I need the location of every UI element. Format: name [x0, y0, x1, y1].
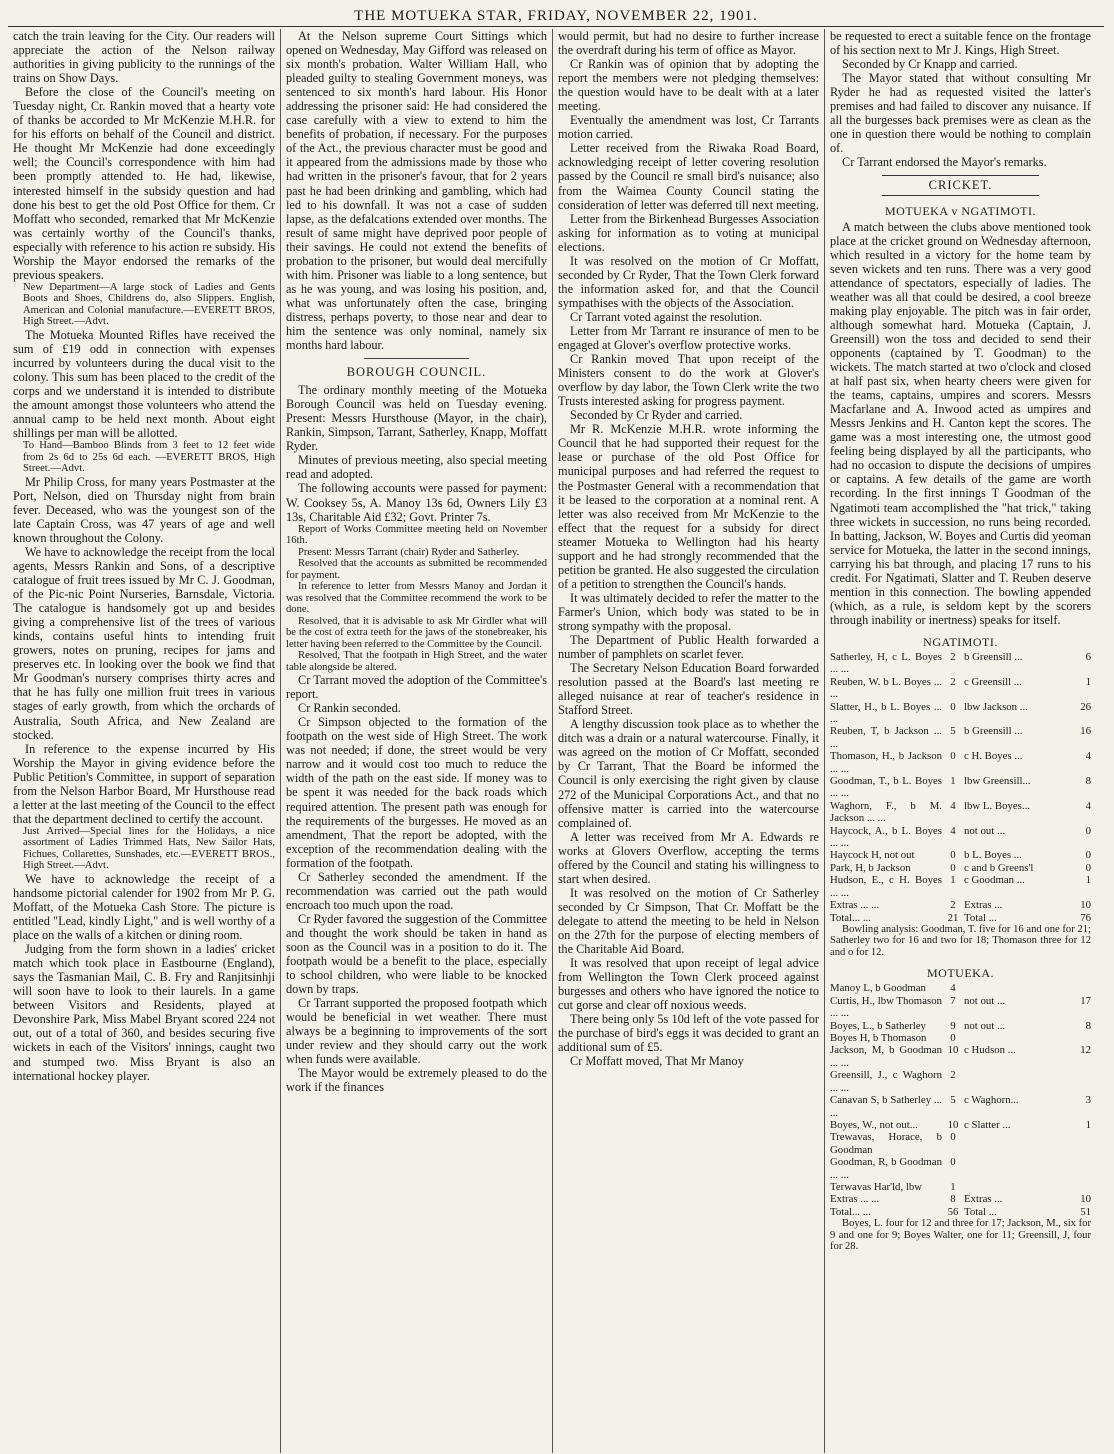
- score-cell: Total ...: [964, 911, 997, 924]
- paragraph: The Mayor would be extremely pleased to do the work if the finances: [286, 1066, 547, 1095]
- paragraph: Cr Ryder favored the suggestion of the Committee and thought the work should be taken in hand as soon as the Council was in a position to do it. The footpath would be a benefit to the place, especially to school children, who were liable to be knocked down by traps.: [286, 911, 547, 997]
- score-cell: 1: [1085, 874, 1091, 887]
- score-cell: Total ...: [964, 1205, 997, 1218]
- paragraph: catch the train leaving for the City. Our readers will appreciate the action of the Nelson railway authorities in giving publicity to the runnings of the trains on Show Days.: [13, 29, 275, 86]
- paragraph: A lengthy discussion took place as to whether the ditch was a drain or a natural watercourse. Finally, it was agreed on the motion of Cr Moffatt, seconded by Cr Tarrant, That the Board be informed the Council is only exercising the right given by clause 272 of the Municipal Corporations Act., and that no offensive matter is carried into the watercourse complained of.: [558, 717, 819, 830]
- score-row: [830, 1044, 1091, 1069]
- column-3-body: [558, 29, 819, 1068]
- ngatimoti-scorecard: [830, 651, 1091, 924]
- column-3: [552, 29, 824, 1453]
- score-cell: [964, 1032, 1073, 1044]
- score-cell: 0: [950, 861, 956, 874]
- score-cell: 4: [950, 799, 956, 812]
- score-cell: Terwavas Har'ld, lbw: [830, 1180, 923, 1193]
- section-divider: [364, 358, 468, 359]
- score-cell: 0: [950, 750, 956, 763]
- score-cell: 2: [950, 675, 956, 688]
- paragraph: The Secretary Nelson Education Board forwarded resolution passed at the Board's last meeting re alleged nuisance at rear of teacher's residence in Stafford Street.: [558, 661, 819, 718]
- score-cell: not out ...: [964, 1019, 1006, 1032]
- score-row: [830, 912, 1091, 924]
- score-cell: 3: [1085, 1094, 1091, 1107]
- score-cell: Extras ... ...: [830, 899, 880, 912]
- score-cell: 0: [950, 1156, 956, 1169]
- score-row: [830, 849, 1091, 861]
- paragraph: Letter received from the Riwaka Road Board, acknowledging receipt of letter covering resolution passed by the Council re small bird's nuisance; also from the Waimea County Council stating the consideration of letter was deferred till next meeting.: [558, 141, 819, 212]
- columns: [8, 29, 1104, 1453]
- score-cell: 0: [950, 700, 956, 713]
- paragraph: A letter was received from Mr A. Edwards re works at Glovers Overflow, accepting the terms offered by the Council and stating his willingness to start when desired.: [558, 829, 819, 886]
- score-row: [830, 982, 1091, 994]
- paragraph: New Department—A large stock of Ladies and Gents Boots and Shoes, Childrens do, also Slippers. English, American and Colonial manufacture.—EVERETT BROS, High Street.—Advt.: [23, 281, 275, 328]
- score-row: [830, 1094, 1091, 1119]
- paragraph: Resolved, that it is advisable to ask Mr Girdler what will be the cost of extra teeth for the jaws of the stonebreaker, his letter having been referred to the Committee by the Council.: [286, 615, 547, 650]
- score-row: [830, 775, 1091, 800]
- score-cell: 0: [1085, 861, 1091, 874]
- score-cell: 2: [950, 650, 956, 663]
- score-cell: Greensill, J., c Waghorn ... ...: [830, 1069, 942, 1094]
- score-cell: 10: [947, 1044, 959, 1057]
- score-cell: Thomason, H., b Jackson ... ...: [830, 750, 942, 775]
- score-row: [830, 1131, 1091, 1156]
- score-cell: [964, 1156, 1073, 1181]
- score-cell: Satherley, H, c L. Boyes ... ...: [830, 650, 942, 676]
- score-row: [830, 862, 1091, 874]
- score-cell: b Greensill ...: [964, 725, 1023, 738]
- score-row: [830, 1119, 1091, 1131]
- paragraph: Minutes of previous meeting, also special meeting read and adopted.: [286, 453, 547, 482]
- paragraph: The following accounts were passed for payment: W. Cooksey 5s, A. Manoy 13s 6d, Owners Lily £3 13s, Charitable Aid £32; Govt. Printer 7s.: [286, 481, 547, 524]
- score-cell: Total... ...: [830, 1205, 871, 1218]
- score-cell: [964, 1131, 1073, 1156]
- score-cell: 1: [950, 874, 956, 887]
- score-cell: c H. Boyes ...: [964, 750, 1023, 763]
- paragraph: The Department of Public Health forwarded a number of pamphlets on scarlet fever.: [558, 633, 819, 662]
- score-cell: 5: [950, 1094, 956, 1107]
- motueka-title: MOTUEKA.: [927, 966, 994, 981]
- paragraph: Resolved that the accounts as submitted be recommended for payment.: [286, 558, 547, 581]
- motueka-scorecard: [830, 982, 1091, 1218]
- score-cell: c and b Greens'l: [964, 861, 1034, 874]
- paragraph: The ordinary monthly meeting of the Motueka Borough Council was held on Tuesday evening. Present: Messrs Hursthouse (Mayor, in the chair), Rankin, Simpson, Tarrant, Satherley, Knapp, Moffatt Ryder.: [286, 383, 547, 454]
- score-cell: [1073, 1181, 1091, 1193]
- paragraph: Judging from the form shown in a ladies' cricket match which took place in Eastbourne (England), says the Tasmanian Mail, C. B. Fry and Ranjitsinhji will soon have to look to their laurels. In a game between Visitors and Residents, played at Devonshire Park, Miss Mabel Bryant scored 224 not out, out of a total of 360, and besides securing five wickets in each of the Visitors' innings, caught two and stumped two. Miss Bryant is also an international hockey player.: [13, 942, 275, 1083]
- paragraph: In reference to letter from Messrs Manoy and Jordan it was resolved that the Committee recommend the work to be done.: [286, 581, 547, 616]
- ngatimoti-title: NGATIMOTI.: [923, 634, 998, 649]
- paragraph: It was resolved on the motion of Cr Satherley seconded by Cr Simpson, That Cr. Moffatt be the delegate to attend the meeting to be held in Nelson on the 27th for the purpose of electing members of the Charitable Aid Board.: [558, 885, 819, 957]
- score-cell: c Waghorn...: [964, 1094, 1019, 1107]
- column-1: [8, 29, 280, 1453]
- score-cell: 16: [1080, 725, 1091, 738]
- heading-borough-council: BOROUGH COUNCIL.: [346, 365, 487, 380]
- score-cell: Waghorn, F., b M. Jackson ... ...: [830, 799, 942, 825]
- score-cell: [1073, 1156, 1091, 1181]
- score-cell: c Goodman ...: [964, 874, 1025, 887]
- score-cell: lbw L. Boyes...: [964, 799, 1030, 812]
- score-row: [830, 1193, 1091, 1205]
- column-2: [280, 29, 552, 1453]
- masthead: THE MOTUEKA STAR, FRIDAY, NOVEMBER 22, 1901.: [354, 8, 758, 24]
- score-cell: Extras ... ...: [830, 1193, 880, 1206]
- column-1-body: [13, 29, 275, 1083]
- score-cell: 6: [1085, 650, 1091, 663]
- score-cell: [1073, 1131, 1091, 1156]
- paragraph: Cr Rankin seconded.: [298, 701, 401, 716]
- column-4-top: [830, 29, 1091, 169]
- score-cell: Boyes, W., not out...: [830, 1118, 918, 1131]
- paragraph: A match between the clubs above mentioned took place at the cricket ground on Wednesday afternoon, which resulted in a victory for the home team by seven wickets and ten runs. There was a very good attendance of spectators, especially of ladies. The weather was all that could be desired, a cool breeze making play enjoyable. The pitch was in fair order, although somewhat hard. Motueka (Captain, J. Greensill) won the toss and decided to send their opponents (captained by T. Goodman) to the wickets. The match started at two o'clock and closed at half past six, when hearty cheers were given for the teams, captains, umpires and scorers. Messrs Macfarlane and A. Inwood acted as umpires and Messrs Jenkins and H. Canton kept the scores. The game was a most interesting one, the utmost good feeling being displayed by all the participants, who had no occasion to dispute the decisions of umpires or captains. A few details of the game are worth recording. In the first innings T Goodman of the Ngatimoti team accomplished the "hat trick," taking three wickets in succession, no runs being recorded. In batting, Jackson, W. Boyes and Curtis did yeoman service for Motueka, the latter in the second innings, carrying his bat through, and placing 17 runs to his credit. For Ngatimati, Slatter and T. Reuben deserve mention in this connection. The bowling appended (which, as a rule, is seldom kept by the scorers through inability or inertness) speaks for itself.: [830, 219, 1091, 627]
- score-cell: Trewavas, Horace, b Goodman: [830, 1131, 942, 1156]
- score-cell: 51: [1080, 1205, 1091, 1218]
- score-cell: 0: [1085, 824, 1091, 837]
- score-row: [830, 725, 1091, 750]
- score-cell: Boyes H, b Thomason: [830, 1032, 927, 1045]
- score-row: [830, 874, 1091, 899]
- score-cell: 76: [1080, 911, 1091, 924]
- score-cell: 4: [950, 824, 956, 837]
- score-cell: 8: [1085, 1019, 1091, 1032]
- score-cell: 0: [950, 1032, 956, 1045]
- score-cell: 2: [950, 1069, 956, 1082]
- paragraph: Cr Rankin moved That upon receipt of the Ministers consent to do the work at Glover's overflow by day labor, the Town Clerk write the two Trusts interested asking for progress payment.: [558, 352, 819, 409]
- score-row: [830, 1181, 1091, 1193]
- paragraph: We have to acknowledge the receipt of a handsome pictorial calender for 1902 from Mr P. G. Moffatt, of the Motueka Cash Store. The picture is entitled "Lead, kindly Light," and is well worthy of a place on the walls of a kitchen or dining room.: [13, 871, 275, 943]
- score-cell: b Greensill ...: [964, 650, 1023, 663]
- score-row: [830, 1206, 1091, 1218]
- score-cell: Total... ...: [830, 911, 871, 924]
- score-row: [830, 899, 1091, 911]
- paragraph: Cr Rankin was of opinion that by adopting the report the members were not pledging themselves: the question would have to be dealt with at a later meeting.: [558, 57, 819, 114]
- score-cell: Hudson, E., c H. Boyes ... ...: [830, 874, 942, 899]
- score-cell: Goodman, T., b L. Boyes ... ...: [830, 775, 942, 800]
- score-cell: Slatter, H., b L. Boyes ... ...: [830, 700, 942, 725]
- paragraph: In reference to the expense incurred by His Worship the Mayor in giving evidence before the Public Petition's Committee, in support of separation from the Nelson Harbor Board, Mr Hursthouse read a letter at the last meeting of the Council to the effect that the department declined to certify the account.: [13, 741, 275, 826]
- score-cell: Boyes, L., b Satherley: [830, 1019, 926, 1032]
- paragraph: Resolved, That the footpath in High Street, and the water table alongside be altered.: [286, 650, 547, 673]
- paragraph: Cr Moffatt moved, That Mr Manoy: [570, 1054, 744, 1069]
- score-cell: 17: [1080, 994, 1091, 1007]
- score-cell: lbw Greensill...: [964, 775, 1031, 788]
- paragraph: Cr Tarrant supported the proposed footpath which would be beneficial in wet weather. There must always be a beginning to improvements of the sort under review and they should carry out the work when funds were available.: [286, 996, 547, 1067]
- paragraph: There being only 5s 10d left of the vote passed for the purchase of bird's eggs it was decided to grant an additional sum of £5.: [558, 1012, 819, 1055]
- paragraph: Cr Tarrant voted against the resolution.: [570, 309, 763, 324]
- score-cell: 8: [1085, 775, 1091, 788]
- score-cell: 21: [947, 911, 959, 924]
- score-cell: Curtis, H., lbw Thomason ... ...: [830, 994, 942, 1020]
- paragraph: Seconded by Cr Knapp and carried.: [842, 57, 1018, 72]
- score-cell: 4: [1085, 799, 1091, 812]
- score-cell: 2: [950, 899, 956, 912]
- score-cell: [1073, 1069, 1091, 1094]
- paragraph: The Motueka Mounted Rifles have received the sum of £19 odd in connection with expenses incurred by volunteers during the ducal visit to the colony. This sum has been placed to the credit of the corps and we understand it is intended to distribute the amount amongst those volunteers who attend the annual camp to be held next month. About eight shillings per man will be allotted.: [13, 327, 275, 441]
- paragraph: Letter from the Birkenhead Burgesses Association asking for information as to voting at municipal elections.: [558, 211, 819, 254]
- subheading-match: MOTUEKA v NGATIMOTI.: [885, 203, 1036, 218]
- ngatimoti-bowling: Bowling analysis: Goodman, T. five for 16 and one for 21; Satherley two for 16 and two for 18; Thomason three for 12 and o for 12.: [830, 923, 1091, 958]
- column-4: [824, 29, 1096, 1453]
- score-cell: 7: [950, 994, 956, 1007]
- score-row: [830, 800, 1091, 825]
- score-cell: 1: [1085, 1118, 1091, 1131]
- score-cell: b L. Boyes ...: [964, 849, 1022, 862]
- score-cell: Reuben, T, b Jackson ... ...: [830, 725, 942, 750]
- paragraph: Mr R. McKenzie M.H.R. wrote informing the Council that he had supported their request for the lease or purchase of the old Post Office for municipal purposes and had referred the request to the Postmaster General with a recommendation that it be leased to the corporation at a nominal rent. A letter was also received from Mr McKenzie to the effect that the request for a subsidy for direct steamer Motueka to Wellington had his hearty support and he had strongly recommended that the petition be granted. He also suggested the circulation of a petition to strengthen the Council's hands.: [558, 422, 819, 591]
- score-cell: Canavan S, b Satherley ... ...: [830, 1094, 942, 1119]
- score-cell: Haycock H, not out: [830, 849, 915, 862]
- paragraph: At the Nelson supreme Court Sittings which opened on Wednesday, May Gifford was released on six month's probation. Walter William Hall, who pleaded guilty to stealing Government moneys, was sentenced to six month's hard labour. His Honor addressing the prisoner said: He had considered the case carefully with a view to extend to him the benefits of probation, if necessary. For the purposes of the Act., the previous character must be good and it appeared from the admissions made by those who had written in the prisoner's favour, that for 2 years past he had been drinking and gambling, which had led to his downfall. It was not a case of sudden lapse, as the defalcations extended over months. The result of same might have deprived poor people of their savings. He could not extend the benefits of probation to the prisoner, but would deal mercifully with him. Prisoner was liable to a long sentence, but as he was young, and was losing his position, and, what was unfortunately often the case, bringing distress, perhaps poverty, to those near and dear to him the sentence was only nominal, namely six months hard labour.: [286, 29, 547, 353]
- score-cell: 56: [947, 1205, 959, 1218]
- paragraph: Cr Simpson objected to the formation of the footpath on the west side of High Street. The work was not needed; if done, the street would be very narrow and it would cost too much to reduce the width of the path on the east side. If money was to be spent it was needed for the back roads which required attention. The present path was enough for the requirements of the burgesses. He moved as an amendment, That the report be adopted, with the exception of the recommendation dealing with the formation of the footpath.: [286, 715, 547, 870]
- score-row: [830, 701, 1091, 726]
- score-cell: Park, H, b Jackson: [830, 861, 911, 874]
- score-row: [830, 676, 1091, 701]
- score-cell: not out ...: [964, 824, 1006, 837]
- score-cell: Goodman, R, b Goodman ... ...: [830, 1156, 942, 1181]
- paragraph: Cr Tarrant moved the adoption of the Committee's report.: [286, 673, 547, 702]
- score-cell: c Slatter ...: [964, 1118, 1011, 1131]
- score-cell: 1: [950, 775, 956, 788]
- paragraph: Mr Philip Cross, for many years Postmaster at the Port, Nelson, died on Thursday night from brain fever. Deceased, who was the youngest son of the late Captain Cross, was 47 years of age and well known throughout the Colony.: [13, 474, 275, 545]
- score-cell: Jackson, M, b Goodman ... ...: [830, 1044, 942, 1069]
- score-cell: [964, 1069, 1073, 1094]
- score-cell: c Greensill ...: [964, 675, 1022, 688]
- paragraph: would permit, but had no desire to further increase the overdraft during his term of office as Mayor.: [558, 29, 819, 58]
- score-cell: [964, 982, 1073, 994]
- score-cell: lbw Jackson ...: [964, 700, 1028, 713]
- score-cell: [964, 1181, 1073, 1193]
- score-cell: not out ...: [964, 994, 1006, 1007]
- score-cell: [1073, 1032, 1091, 1044]
- score-cell: 9: [950, 1019, 956, 1032]
- borough-council-report: [286, 383, 547, 1094]
- score-cell: Manoy L, b Goodman: [830, 982, 926, 995]
- paragraph: Seconded by Cr Ryder and carried.: [570, 408, 743, 423]
- score-cell: 12: [1080, 1044, 1091, 1057]
- score-row: [830, 825, 1091, 850]
- court-report: [286, 29, 547, 352]
- paragraph: The Mayor stated that without consulting Mr Ryder he had as requested visited the latter's premises and had failed to discover any nuisance. If all the burgesses back premises were as clean as the one in question there would be nothing to complain of.: [830, 71, 1091, 156]
- score-row: [830, 750, 1091, 775]
- paragraph: Present: Messrs Tarrant (chair) Ryder and Satherley.: [298, 546, 520, 558]
- score-cell: 26: [1080, 700, 1091, 713]
- paragraph: Before the close of the Council's meeting on Tuesday night, Cr. Rankin moved that a hearty vote of thanks be accorded to Mr McKenzie M.H.R. for for his efforts on behalf of the Council and district. He thought Mr McKenzie had done exceedingly well; the Council's correspondence with him had been promptly attended to. He had, likewise, interested himself in the subsidy question and had done his best to get the old Post Office for them. Cr Moffatt who seconded, remarked that Mr McKenzie was certainly worthy of the Council's thanks, especially with reference to his action re subsidy. His Worship the Mayor endorsed the remarks of the previous speakers.: [13, 85, 275, 282]
- cricket-report: [830, 220, 1091, 627]
- paragraph: Letter from Mr Tarrant re insurance of men to be engaged at Glover's overflow protective works.: [558, 323, 819, 353]
- score-cell: 4: [1085, 750, 1091, 763]
- score-cell: 10: [1080, 1193, 1091, 1206]
- score-cell: Extras ...: [964, 1193, 1003, 1206]
- paragraph: Cr Tarrant endorsed the Mayor's remarks.: [842, 155, 1047, 170]
- score-row: [830, 1069, 1091, 1094]
- score-cell: [1073, 982, 1091, 994]
- score-cell: 0: [950, 1131, 956, 1144]
- score-cell: 8: [950, 1193, 956, 1206]
- score-cell: 0: [1085, 849, 1091, 862]
- score-cell: Extras ...: [964, 899, 1003, 912]
- paragraph: To Hand—Bamboo Blinds from 3 feet to 12 feet wide from 2s 6d to 25s 6d each. —EVERETT BROS, High Street.—Advt.: [23, 440, 275, 475]
- paragraph: It was resolved on the motion of Cr Moffatt, seconded by Cr Ryder, That the Town Clerk forward the information asked for, and that the Council sympathises with the objects of the Association.: [558, 253, 819, 310]
- score-cell: 10: [1080, 899, 1091, 912]
- score-cell: 10: [947, 1118, 959, 1131]
- score-cell: 5: [950, 725, 956, 738]
- paragraph: Just Arrived—Special lines for the Holidays, a nice assortment of Ladies Trimmed Hats, New Sailor Hats, Fichues, Collarettes, Sunshades, etc.—EVERETT BROS., High Street.—Advt.: [23, 825, 275, 872]
- score-row: [830, 1032, 1091, 1044]
- masthead-rule: [8, 26, 1104, 27]
- paragraph: It was resolved that upon receipt of legal advice from Wellington the Town Clerk proceed against burgesses and others who have ignored the notice to cut gorse and clear off noxious weeds.: [558, 956, 819, 1013]
- heading-cricket: CRICKET.: [882, 175, 1039, 195]
- paragraph: We have to acknowledge the receipt from the local agents, Messrs Rankin and Sons, of a descriptive catalogue of fruit trees issued by Mr C. J. Goodman, of the Pic-nic Point Nurseries, Barnsdale, Victoria. The catalogue is handsomely got up and besides giving a comprehensive list of the trees of various kinds, contains useful hints to intending fruit growers, notes on pruning, recipes for jams and preserves etc. In looking over the book we find that Mr Goodman's nursery comprises thirty acres and that he has fully one million fruit trees in various stages of early growth, from which the orchards of Australia, South Africa, and New Zealand are stocked.: [13, 544, 275, 742]
- score-cell: 0: [950, 849, 956, 862]
- motueka-bowling: Boyes, L. four for 12 and three for 17; Jackson, M., six for 9 and one for 9; Boyes Walter, one for 11; Greensill, J, four for 28.: [830, 1218, 1091, 1253]
- paragraph: Eventually the amendment was lost, Cr Tarrants motion carried.: [558, 113, 819, 142]
- paragraph: It was ultimately decided to refer the matter to the Farmer's Union, which body was stated to be in strong sympathy with the proposal.: [558, 590, 819, 633]
- score-row: [830, 651, 1091, 676]
- score-cell: Reuben, W. b L. Boyes ... ...: [830, 675, 942, 701]
- score-row: [830, 1020, 1091, 1032]
- score-row: [830, 995, 1091, 1020]
- score-row: [830, 1156, 1091, 1181]
- score-cell: Haycock, A., b L. Boyes ... ...: [830, 824, 942, 850]
- paragraph: Report of Works Committee meeting held on November 16th.: [286, 523, 547, 547]
- score-cell: 1: [1085, 675, 1091, 688]
- score-cell: c Hudson ...: [964, 1044, 1016, 1057]
- paragraph: be requested to erect a suitable fence on the frontage of his section next to Mr J. Kings, High Street.: [830, 29, 1091, 58]
- paragraph: Cr Satherley seconded the amendment. If the recommendation was carried out the path would encroach too much upon the road.: [286, 869, 547, 912]
- score-cell: 1: [950, 1180, 956, 1193]
- score-cell: 4: [950, 982, 956, 995]
